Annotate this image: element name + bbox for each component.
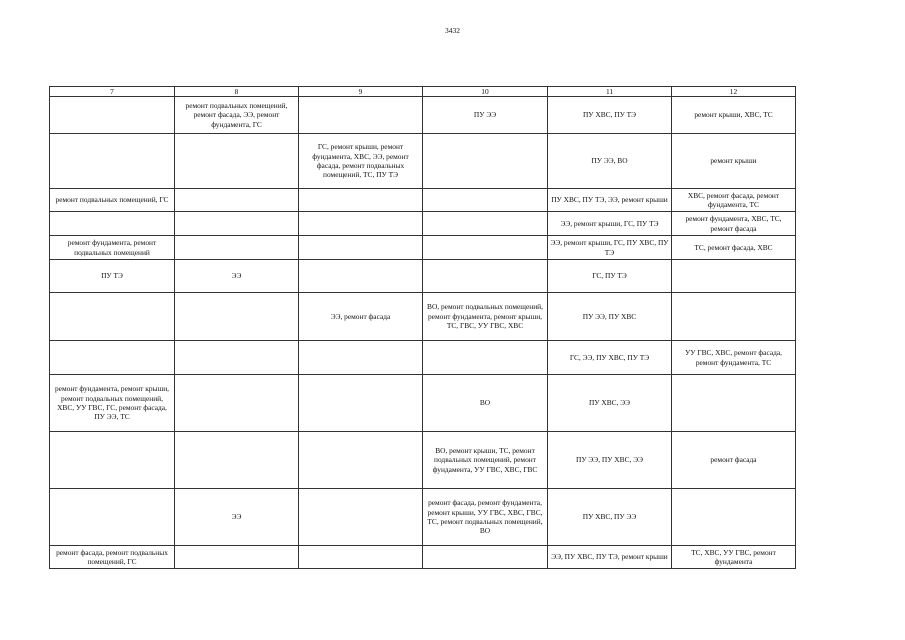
table-cell [299, 189, 423, 212]
table-cell [175, 375, 299, 432]
table-cell [423, 212, 548, 236]
table-cell: ремонт крыши, ХВС, ТС [672, 97, 796, 134]
table-cell [50, 134, 175, 189]
table-cell [50, 212, 175, 236]
table-row [50, 189, 796, 212]
table-row [50, 236, 796, 260]
table-cell [299, 212, 423, 236]
table-cell: ремонт фундамента, ремонт крыши, ремонт подвальных помещений, ХВС, УУ ГВС, ГС, ремонт фасада, ПУ ЭЭ, ТС [50, 375, 175, 432]
table-cell [672, 260, 796, 293]
table-cell: ЭЭ, ремонт крыши, ГС, ПУ ТЭ [548, 212, 672, 236]
table-row [50, 341, 796, 375]
table-cell: ремонт фасада, ремонт подвальных помещений, ГС [50, 546, 175, 569]
table-cell: ремонт фундамента, ремонт подвальных помещений [50, 236, 175, 260]
column-header: 9 [299, 87, 423, 97]
page-number: 3432 [445, 26, 460, 35]
table-cell [175, 236, 299, 260]
table-cell [672, 375, 796, 432]
table-cell [175, 546, 299, 569]
table-cell: ремонт фасада [672, 432, 796, 489]
table-cell: ГС, ПУ ТЭ [548, 260, 672, 293]
table-cell: ремонт фундамента, ХВС, ТС, ремонт фасада [672, 212, 796, 236]
table-row [50, 134, 796, 189]
table-cell: ПУ ЭЭ, ПУ ХВС, ЭЭ [548, 432, 672, 489]
table-cell: ВО [423, 375, 548, 432]
table-cell [175, 341, 299, 375]
table-cell: ГС, ЭЭ, ПУ ХВС, ПУ ТЭ [548, 341, 672, 375]
table-cell [299, 97, 423, 134]
column-header: 11 [548, 87, 672, 97]
table-cell [50, 341, 175, 375]
table-cell: ремонт фасада, ремонт фундамента, ремонт крыши, УУ ГВС, ХВС, ГВС, ТС, ремонт подвальных помещений, ВО [423, 489, 548, 546]
table-cell [299, 236, 423, 260]
column-header: 7 [50, 87, 175, 97]
table-cell [50, 97, 175, 134]
table-row [50, 260, 796, 293]
table-cell [423, 260, 548, 293]
table-cell: УУ ГВС, ХВС, ремонт фасада, ремонт фундамента, ТС [672, 341, 796, 375]
table-row [50, 489, 796, 546]
table-cell: ПУ ЭЭ, ВО [548, 134, 672, 189]
column-header: 8 [175, 87, 299, 97]
table-row [50, 375, 796, 432]
table-cell: ПУ ЭЭ [423, 97, 548, 134]
table-cell: ГС, ремонт крыши, ремонт фундамента, ХВС, ЭЭ, ремонт фасада, ремонт подвальных помещений, ТС, ПУ ТЭ [299, 134, 423, 189]
table-cell [299, 546, 423, 569]
table-cell: ЭЭ [175, 260, 299, 293]
table-cell [299, 375, 423, 432]
table-cell: ЭЭ [175, 489, 299, 546]
table-cell: ПУ ХВС, ПУ ЭЭ [548, 489, 672, 546]
table-cell [299, 341, 423, 375]
table-cell [175, 293, 299, 341]
table-cell [299, 260, 423, 293]
table-cell [423, 341, 548, 375]
table-cell [423, 546, 548, 569]
table-row [50, 293, 796, 341]
table-cell: ТС, ХВС, УУ ГВС, ремонт фундамента [672, 546, 796, 569]
table-cell [175, 189, 299, 212]
table-row [50, 546, 796, 569]
table-row [50, 432, 796, 489]
table-cell: ПУ ХВС, ПУ ТЭ, ЭЭ, ремонт крыши [548, 189, 672, 212]
column-header: 10 [423, 87, 548, 97]
table-cell [299, 489, 423, 546]
data-table [49, 86, 796, 569]
table-cell [672, 489, 796, 546]
table-cell [50, 432, 175, 489]
table-cell [423, 189, 548, 212]
header-row [50, 87, 796, 97]
table-cell [423, 134, 548, 189]
table-cell: ЭЭ, ремонт фасада [299, 293, 423, 341]
column-header: 12 [672, 87, 796, 97]
table-cell: ЭЭ, ремонт крыши, ГС, ПУ ХВС, ПУ ТЭ [548, 236, 672, 260]
table-cell [175, 212, 299, 236]
table-cell: ВО, ремонт подвальных помещений, ремонт фундамента, ремонт крыши, ТС, ГВС, УУ ГВС, ХВС [423, 293, 548, 341]
table-cell: ПУ ЭЭ, ПУ ХВС [548, 293, 672, 341]
table-cell [423, 236, 548, 260]
table-cell: ЭЭ, ПУ ХВС, ПУ ТЭ, ремонт крыши [548, 546, 672, 569]
table-cell [50, 293, 175, 341]
table-cell: ремонт крыши [672, 134, 796, 189]
table-cell [175, 432, 299, 489]
table-row [50, 97, 796, 134]
table-cell: ТС, ремонт фасада, ХВС [672, 236, 796, 260]
table-cell: ПУ ХВС, ЭЭ [548, 375, 672, 432]
table-cell [50, 489, 175, 546]
table-row [50, 212, 796, 236]
table-cell [672, 293, 796, 341]
table-cell: ремонт подвальных помещений, ГС [50, 189, 175, 212]
table-cell: ПУ ТЭ [50, 260, 175, 293]
table-cell: ремонт подвальных помещений, ремонт фасада, ЭЭ, ремонт фундамента, ГС [175, 97, 299, 134]
table-cell [175, 134, 299, 189]
table-cell [299, 432, 423, 489]
table-cell: ВО, ремонт крыши, ТС, ремонт подвальных помещений, ремонт фундамента, УУ ГВС, ХВС, ГВС [423, 432, 548, 489]
table-cell: ПУ ХВС, ПУ ТЭ [548, 97, 672, 134]
table-cell: ХВС, ремонт фасада, ремонт фундамента, ТС [672, 189, 796, 212]
